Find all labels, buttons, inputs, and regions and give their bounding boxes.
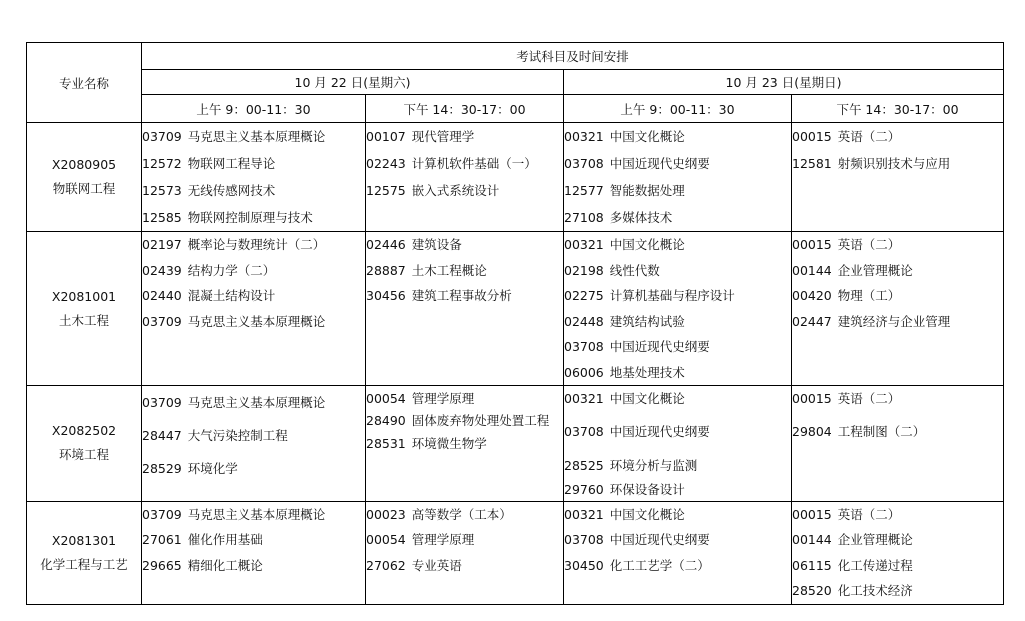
subject-code: 28887 [366, 262, 406, 278]
subject-name: 英语（二） [837, 129, 901, 144]
subject-entry [564, 334, 791, 360]
schedule-cell [142, 123, 366, 232]
subject-entry [792, 578, 1003, 604]
subject-code: 02197 [142, 237, 182, 252]
schedule-header: 考试科目及时间安排 [142, 43, 1004, 70]
subject-name: 英语（二） [837, 506, 901, 522]
major-name-header: 专业名称 [27, 43, 142, 123]
subject-code: 03708 [564, 423, 604, 439]
subject-code: 00321 [564, 506, 604, 522]
subject-entry [792, 258, 1003, 284]
subject-entry [142, 150, 365, 177]
subject-entry [564, 452, 791, 479]
subject-code: 28529 [142, 461, 182, 476]
subject-code: 02439 [142, 262, 182, 278]
major-cell [27, 501, 142, 604]
table-row [27, 386, 1004, 502]
subject-code: 30456 [366, 288, 406, 303]
subject-entry [366, 123, 563, 150]
subject-name: 建筑经济与企业管理 [837, 313, 951, 329]
subject-code: 28520 [792, 583, 832, 598]
subject-code: 30450 [564, 557, 604, 573]
schedule-cell [792, 386, 1004, 502]
subject-entry [366, 232, 563, 258]
subject-entry [564, 123, 791, 150]
subject-code: 29665 [142, 557, 182, 573]
subject-entry [792, 502, 1003, 528]
subject-entry [792, 553, 1003, 579]
subject-entry [366, 283, 563, 309]
schedule-cell [564, 123, 792, 232]
subject-name: 无线传感网技术 [187, 183, 276, 198]
session-header: 下午 14：30-17：00 [792, 95, 1004, 123]
table-row [27, 232, 1004, 386]
subject-code: 03709 [142, 129, 182, 144]
major-code: X2080905 [51, 157, 117, 172]
subject-entry [142, 309, 365, 335]
subject-entry [142, 419, 365, 452]
header-row-3 [27, 95, 1004, 123]
subject-code: 03708 [564, 532, 604, 547]
subject-name: 环境微生物学 [411, 435, 487, 451]
subject-entry [792, 309, 1003, 335]
subject-entry [792, 527, 1003, 553]
schedule-cell [142, 232, 366, 386]
table-row [27, 501, 1004, 604]
subject-name: 企业管理概论 [837, 532, 913, 547]
subject-name: 英语（二） [837, 237, 901, 252]
subject-entry [142, 123, 365, 150]
subject-entry [366, 177, 563, 204]
subject-code: 00015 [792, 237, 832, 252]
subject-name: 计算机软件基础（一） [411, 156, 537, 171]
subject-code: 00054 [366, 391, 406, 406]
subject-entry [142, 283, 365, 309]
major-name: 土木工程 [58, 312, 109, 328]
subject-code: 00321 [564, 129, 604, 144]
schedule-cell [366, 232, 564, 386]
subject-code: 29760 [564, 481, 604, 497]
subject-code: 00054 [366, 532, 406, 547]
session-header: 下午 14：30-17：00 [366, 95, 564, 123]
subject-entry [564, 150, 791, 177]
table-row [27, 123, 1004, 232]
subject-code: 02440 [142, 288, 182, 303]
subject-entry [792, 412, 1003, 452]
subject-entry [564, 360, 791, 386]
schedule-cell [564, 386, 792, 502]
subject-code: 12581 [792, 156, 832, 171]
subject-code: 06115 [792, 557, 832, 573]
subject-code: 02447 [792, 313, 832, 329]
subject-code: 28447 [142, 428, 182, 443]
subject-name: 物联网工程导论 [187, 156, 276, 171]
subject-name: 智能数据处理 [609, 183, 685, 198]
schedule-cell [792, 501, 1004, 604]
subject-name: 建筑工程事故分析 [411, 288, 512, 303]
schedule-cell [792, 232, 1004, 386]
major-cell [27, 123, 142, 232]
subject-name: 精细化工概论 [187, 557, 263, 573]
subject-code: 02275 [564, 288, 604, 303]
major-name: 环境工程 [58, 447, 109, 463]
subject-entry [792, 386, 1003, 412]
subject-name: 中国文化概论 [609, 129, 685, 144]
subject-entry [564, 232, 791, 258]
subject-entry [142, 452, 365, 485]
subject-name: 马克思主义基本原理概论 [187, 506, 326, 522]
subject-entry [564, 553, 791, 579]
schedule-cell [366, 123, 564, 232]
subject-code: 28490 [366, 412, 406, 428]
schedule-cell [366, 501, 564, 604]
subject-entry [564, 258, 791, 284]
subject-entry [792, 123, 1003, 150]
subject-entry [142, 204, 365, 231]
subject-code: 00107 [366, 129, 406, 144]
subject-name: 固体废弃物处理处置工程 [411, 412, 550, 428]
subject-name: 大气污染控制工程 [187, 428, 288, 443]
subject-entry [366, 502, 563, 528]
subject-code: 00144 [792, 532, 832, 547]
subject-code: 29804 [792, 423, 832, 439]
major-name: 化学工程与工艺 [40, 556, 128, 572]
subject-name: 线性代数 [609, 262, 660, 278]
subject-code: 00015 [792, 391, 832, 406]
subject-name: 土木工程概论 [411, 262, 487, 278]
subject-name: 环境分析与监测 [609, 457, 698, 473]
subject-entry [142, 502, 365, 528]
subject-code: 12575 [366, 183, 406, 198]
subject-code: 12572 [142, 156, 182, 171]
subject-code: 00015 [792, 129, 832, 144]
subject-name: 射频识别技术与应用 [837, 156, 951, 171]
major-code: X2082502 [51, 423, 117, 439]
subject-entry [142, 553, 365, 579]
major-cell [27, 232, 142, 386]
schedule-cell [142, 386, 366, 502]
subject-code: 03709 [142, 506, 182, 522]
subject-name: 管理学原理 [411, 391, 475, 406]
subject-code: 00321 [564, 237, 604, 252]
subject-entry [142, 258, 365, 284]
header-row-1 [27, 43, 1004, 70]
subject-entry [564, 283, 791, 309]
subject-name: 管理学原理 [411, 532, 475, 547]
subject-entry [366, 150, 563, 177]
subject-code: 02448 [564, 313, 604, 329]
subject-entry [564, 527, 791, 553]
subject-name: 建筑结构试验 [609, 313, 685, 329]
subject-name: 化工工艺学（二） [609, 557, 710, 573]
major-code: X2081301 [51, 532, 117, 548]
subject-name: 现代管理学 [411, 129, 475, 144]
subject-name: 马克思主义基本原理概论 [187, 129, 326, 144]
subject-name: 马克思主义基本原理概论 [187, 395, 326, 410]
subject-entry [792, 232, 1003, 258]
subject-entry [142, 177, 365, 204]
subject-code: 00144 [792, 262, 832, 278]
subject-name: 环境化学 [187, 461, 238, 476]
subject-name: 结构力学（二） [187, 262, 276, 278]
subject-entry [792, 283, 1003, 309]
subject-name: 中国文化概论 [609, 506, 685, 522]
subject-entry [142, 527, 365, 553]
schedule-cell [142, 501, 366, 604]
subject-entry [366, 553, 563, 579]
subject-code: 00321 [564, 391, 604, 406]
subject-code: 03708 [564, 156, 604, 171]
schedule-cell [564, 501, 792, 604]
subject-code: 27061 [142, 532, 182, 547]
subject-entry [792, 150, 1003, 177]
subject-name: 中国文化概论 [609, 237, 685, 252]
header-row-2 [27, 70, 1004, 95]
subject-entry [366, 412, 563, 429]
major-name: 物联网工程 [52, 181, 116, 196]
subject-code: 02198 [564, 262, 604, 278]
schedule-cell [564, 232, 792, 386]
subject-name: 中国文化概论 [609, 391, 685, 406]
subject-name: 多媒体技术 [609, 210, 673, 225]
subject-entry [564, 502, 791, 528]
subject-entry [142, 386, 365, 419]
session-header: 上午 9：00-11：30 [142, 95, 366, 123]
subject-entry [366, 429, 563, 459]
subject-name: 专业英语 [411, 557, 462, 573]
subject-entry [564, 412, 791, 452]
subject-code: 12585 [142, 210, 182, 225]
day-header-1: 10 月 22 日(星期六) [142, 70, 564, 95]
subject-code: 27108 [564, 210, 604, 225]
subject-name: 企业管理概论 [837, 262, 913, 278]
subject-name: 中国近现代史纲要 [609, 532, 710, 547]
subject-name: 化工技术经济 [837, 583, 913, 598]
subject-code: 28531 [366, 435, 406, 451]
schedule-cell [366, 386, 564, 502]
subject-code: 02243 [366, 156, 406, 171]
subject-entry [564, 309, 791, 335]
subject-name: 计算机基础与程序设计 [609, 288, 735, 303]
major-cell [27, 386, 142, 502]
subject-name: 英语（二） [837, 391, 901, 406]
subject-name: 化工传递过程 [837, 557, 913, 573]
subject-entry [564, 177, 791, 204]
subject-name: 中国近现代史纲要 [609, 339, 710, 354]
subject-code: 27062 [366, 557, 406, 573]
subject-name: 催化作用基础 [187, 532, 263, 547]
subject-name: 建筑设备 [411, 237, 462, 252]
subject-name: 混凝土结构设计 [187, 288, 276, 303]
day-header-2: 10 月 23 日(星期日) [564, 70, 1004, 95]
subject-code: 03708 [564, 339, 604, 354]
subject-entry [564, 479, 791, 501]
subject-name: 中国近现代史纲要 [609, 156, 710, 171]
subject-code: 12577 [564, 183, 604, 198]
subject-code: 03709 [142, 313, 182, 329]
subject-name: 工程制图（二） [837, 423, 926, 439]
subject-name: 环保设备设计 [609, 481, 685, 497]
subject-name: 嵌入式系统设计 [411, 183, 500, 198]
session-header: 上午 9：00-11：30 [564, 95, 792, 123]
subject-name: 物联网控制原理与技术 [187, 210, 313, 225]
subject-code: 06006 [564, 364, 604, 380]
subject-code: 12573 [142, 183, 182, 198]
subject-code: 00015 [792, 506, 832, 522]
subject-name: 概率论与数理统计（二） [187, 237, 326, 252]
subject-name: 地基处理技术 [609, 364, 685, 380]
schedule-cell [792, 123, 1004, 232]
subject-code: 00420 [792, 288, 832, 303]
subject-code: 00023 [366, 506, 406, 522]
subject-entry [564, 204, 791, 231]
subject-name: 中国近现代史纲要 [609, 423, 710, 439]
subject-entry [366, 386, 563, 412]
subject-code: 02446 [366, 237, 406, 252]
exam-schedule-table [26, 42, 1004, 605]
subject-entry [564, 386, 791, 412]
subject-name: 高等数学（工本） [411, 506, 512, 522]
subject-name: 物理（工） [837, 288, 901, 303]
subject-entry [366, 527, 563, 553]
subject-name: 马克思主义基本原理概论 [187, 313, 326, 329]
subject-code: 03709 [142, 395, 182, 410]
subject-entry [142, 232, 365, 258]
subject-entry [366, 258, 563, 284]
subject-code: 28525 [564, 457, 604, 473]
major-code: X2081001 [51, 288, 117, 304]
